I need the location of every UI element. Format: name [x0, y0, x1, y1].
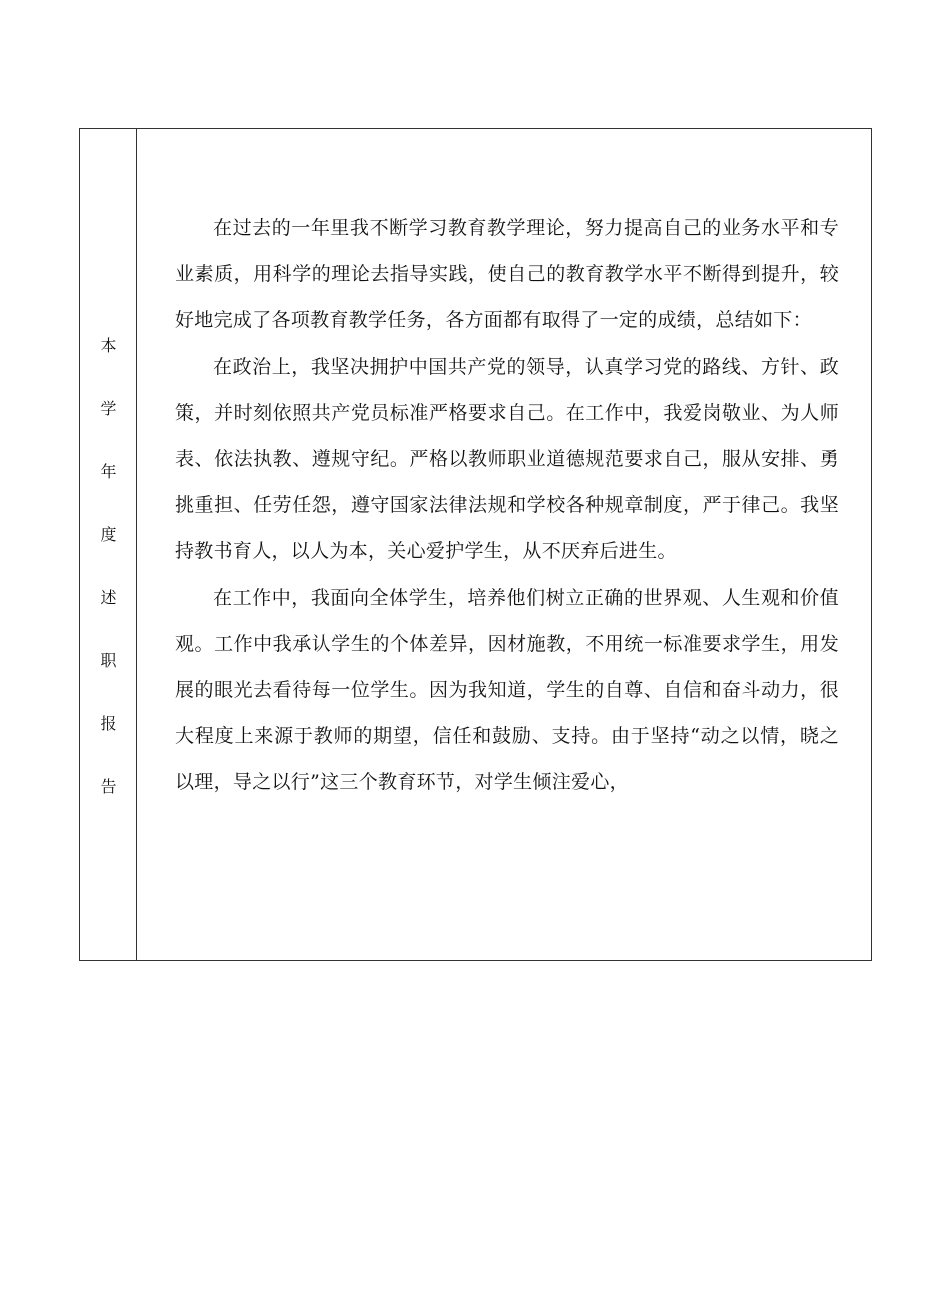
section-label	[80, 314, 137, 818]
report-content-cell	[175, 205, 839, 806]
section-label-char: 告	[100, 777, 117, 796]
section-label-char: 年	[100, 462, 117, 481]
paragraph-intro: 在过去的一年里我不断学习教育教学理论，努力提高自己的业务水平和专业素质，用科学的理论去指导实践，使自己的教育教学水平不断得到提升，较好地完成了各项教育教学任务，各方面都有取得了一定的成绩，总结如下：	[175, 217, 839, 332]
section-label-char: 职	[100, 651, 117, 670]
report-table	[79, 128, 872, 961]
section-label-cell	[80, 129, 137, 960]
section-label-char: 本	[100, 336, 117, 355]
section-label-char: 报	[100, 714, 117, 733]
section-label-char: 学	[100, 399, 117, 418]
section-label-char: 述	[100, 588, 117, 607]
section-label-char: 度	[100, 525, 117, 544]
paragraph-work: 在工作中，我面向全体学生，培养他们树立正确的世界观、人生观和价值观。工作中我承认学生的个体差异，因材施教，不用统一标准要求学生，用发展的眼光去看待每一位学生。因为我知道，学生的自尊、自信和奋斗动力，很大程度上来源于教师的期望，信任和鼓励、支持。由于坚持“动之以情，晓之以理，导之以行”这三个教育环节，对学生倾注爱心，	[175, 586, 839, 794]
paragraph-politics: 在政治上，我坚决拥护中国共产党的领导，认真学习党的路线、方针、政策，并时刻依照共产党员标准严格要求自己。在工作中，我爱岗敬业、为人师表、依法执教、遵规守纪。严格以教师职业道德规范要求自己，服从安排、勇挑重担、任劳任怨，遵守国家法律法规和学校各种规章制度，严于律己。我坚持教书育人，以人为本，关心爱护学生，从不厌弃后进生。	[175, 355, 839, 563]
